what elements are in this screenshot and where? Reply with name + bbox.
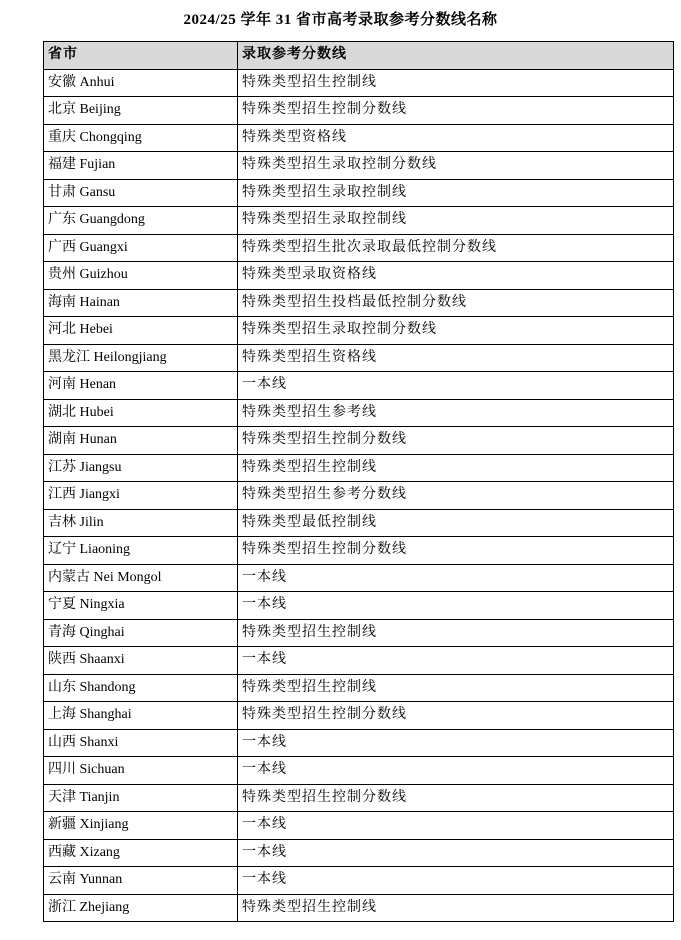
- table-row: [44, 894, 674, 922]
- table-row: [44, 289, 674, 317]
- admission-line-cell: 特殊类型招生控制分数线: [238, 702, 674, 730]
- province-cell: 上海 Shanghai: [44, 702, 238, 730]
- table-row: [44, 537, 674, 565]
- province-cell: 重庆 Chongqing: [44, 124, 238, 152]
- province-cell: 福建 Fujian: [44, 152, 238, 180]
- table-row: [44, 482, 674, 510]
- table-row: [44, 124, 674, 152]
- table-row: [44, 757, 674, 785]
- province-cell: 湖北 Hubei: [44, 399, 238, 427]
- document-title: 2024/25 学年 31 省市高考录取参考分数线名称: [183, 12, 498, 28]
- column-header-province: 省市: [44, 42, 238, 70]
- admission-line-cell: 一本线: [238, 839, 674, 867]
- admission-line-cell: 特殊类型招生控制分数线: [238, 427, 674, 455]
- admission-line-cell: 一本线: [238, 647, 674, 675]
- admission-line-cell: 特殊类型录取资格线: [238, 262, 674, 290]
- admission-line-cell: 特殊类型招生控制线: [238, 69, 674, 97]
- table-row: [44, 812, 674, 840]
- admission-line-cell: 特殊类型招生参考线: [238, 399, 674, 427]
- admission-line-cell: 特殊类型招生录取控制分数线: [238, 152, 674, 180]
- province-cell: 天津 Tianjin: [44, 784, 238, 812]
- province-cell: 西藏 Xizang: [44, 839, 238, 867]
- table-body: [44, 69, 674, 922]
- admission-line-cell: 特殊类型招生控制线: [238, 894, 674, 922]
- province-cell: 辽宁 Liaoning: [44, 537, 238, 565]
- column-header-admission-line: 录取参考分数线: [238, 42, 674, 70]
- province-cell: 广西 Guangxi: [44, 234, 238, 262]
- table-row: [44, 619, 674, 647]
- table-header-row: [44, 42, 674, 70]
- table-row: [44, 729, 674, 757]
- admission-line-cell: 一本线: [238, 729, 674, 757]
- table-row: [44, 784, 674, 812]
- admission-line-cell: 特殊类型资格线: [238, 124, 674, 152]
- province-cell: 甘肃 Gansu: [44, 179, 238, 207]
- province-cell: 云南 Yunnan: [44, 867, 238, 895]
- table-row: [44, 97, 674, 125]
- table-row: [44, 839, 674, 867]
- province-cell: 山东 Shandong: [44, 674, 238, 702]
- table-row: [44, 344, 674, 372]
- table-row: [44, 647, 674, 675]
- table-row: [44, 234, 674, 262]
- table-row: [44, 262, 674, 290]
- admission-line-cell: 特殊类型招生控制分数线: [238, 97, 674, 125]
- table-row: [44, 867, 674, 895]
- province-cell: 江西 Jiangxi: [44, 482, 238, 510]
- province-cell: 山西 Shanxi: [44, 729, 238, 757]
- table-row: [44, 454, 674, 482]
- admission-line-cell: 特殊类型招生批次录取最低控制分数线: [238, 234, 674, 262]
- table-row: [44, 152, 674, 180]
- province-cell: 宁夏 Ningxia: [44, 592, 238, 620]
- province-cell: 内蒙古 Nei Mongol: [44, 564, 238, 592]
- admission-line-cell: 特殊类型招生控制分数线: [238, 537, 674, 565]
- province-cell: 陕西 Shaanxi: [44, 647, 238, 675]
- admission-line-cell: 一本线: [238, 592, 674, 620]
- province-cell: 黑龙江 Heilongjiang: [44, 344, 238, 372]
- province-cell: 河北 Hebei: [44, 317, 238, 345]
- table-row: [44, 399, 674, 427]
- province-cell: 四川 Sichuan: [44, 757, 238, 785]
- admission-line-cell: 特殊类型招生控制线: [238, 619, 674, 647]
- admission-line-cell: 特殊类型招生资格线: [238, 344, 674, 372]
- admission-line-cell: 特殊类型招生控制线: [238, 674, 674, 702]
- table-row: [44, 179, 674, 207]
- admission-line-cell: 一本线: [238, 564, 674, 592]
- province-cell: 江苏 Jiangsu: [44, 454, 238, 482]
- table-row: [44, 317, 674, 345]
- admission-line-cell: 一本线: [238, 812, 674, 840]
- table-row: [44, 509, 674, 537]
- admission-line-cell: 特殊类型招生录取控制线: [238, 179, 674, 207]
- table-row: [44, 69, 674, 97]
- admission-lines-table: [43, 41, 674, 922]
- province-cell: 新疆 Xinjiang: [44, 812, 238, 840]
- province-cell: 贵州 Guizhou: [44, 262, 238, 290]
- province-cell: 广东 Guangdong: [44, 207, 238, 235]
- table-row: [44, 592, 674, 620]
- admission-line-cell: 特殊类型招生参考分数线: [238, 482, 674, 510]
- admission-line-cell: 特殊类型招生录取控制线: [238, 207, 674, 235]
- admission-line-cell: 特殊类型招生录取控制分数线: [238, 317, 674, 345]
- province-cell: 安徽 Anhui: [44, 69, 238, 97]
- table-row: [44, 372, 674, 400]
- admission-line-cell: 特殊类型招生控制线: [238, 454, 674, 482]
- admission-line-cell: 一本线: [238, 372, 674, 400]
- table-row: [44, 674, 674, 702]
- province-cell: 青海 Qinghai: [44, 619, 238, 647]
- province-cell: 河南 Henan: [44, 372, 238, 400]
- admission-line-cell: 特殊类型最低控制线: [238, 509, 674, 537]
- admission-line-cell: 一本线: [238, 757, 674, 785]
- table-row: [44, 564, 674, 592]
- table-row: [44, 207, 674, 235]
- province-cell: 湖南 Hunan: [44, 427, 238, 455]
- province-cell: 北京 Beijing: [44, 97, 238, 125]
- admission-line-cell: 一本线: [238, 867, 674, 895]
- table-row: [44, 427, 674, 455]
- province-cell: 吉林 Jilin: [44, 509, 238, 537]
- province-cell: 浙江 Zhejiang: [44, 894, 238, 922]
- admission-line-cell: 特殊类型招生控制分数线: [238, 784, 674, 812]
- admission-line-cell: 特殊类型招生投档最低控制分数线: [238, 289, 674, 317]
- province-cell: 海南 Hainan: [44, 289, 238, 317]
- table-row: [44, 702, 674, 730]
